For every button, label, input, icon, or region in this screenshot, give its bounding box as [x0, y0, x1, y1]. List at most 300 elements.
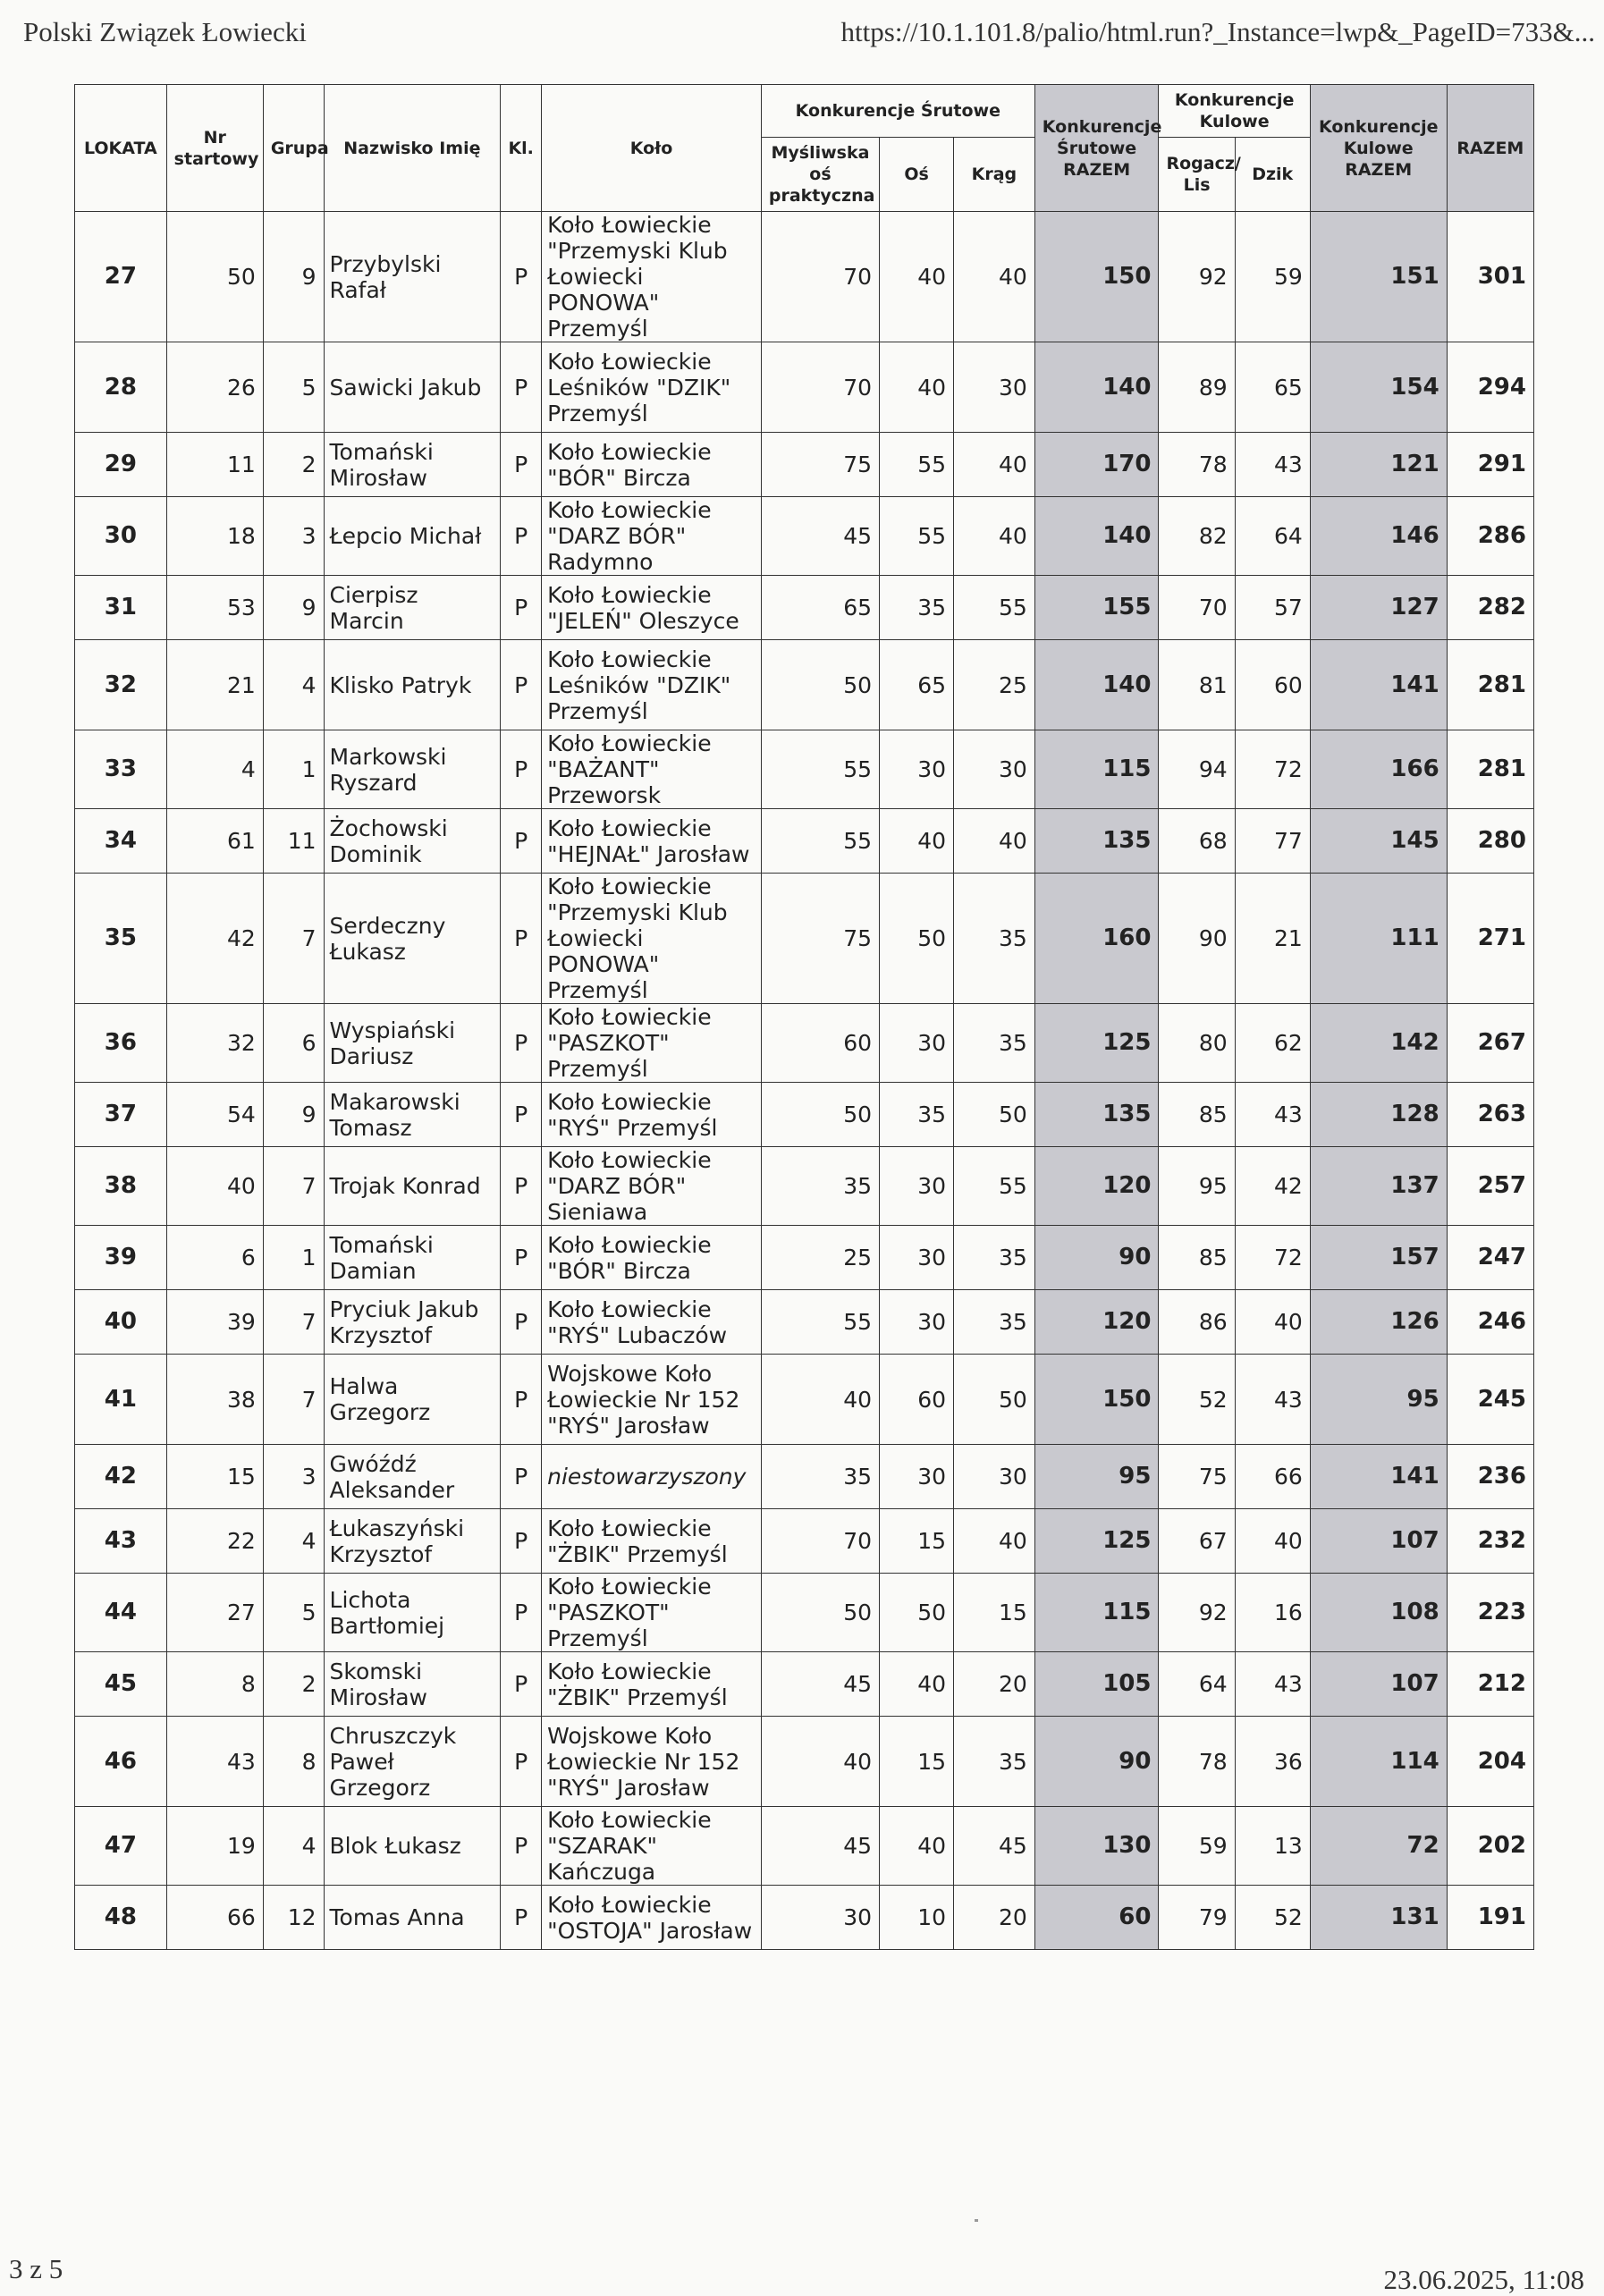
table-row — [75, 1004, 1534, 1083]
cell-class: P — [501, 1004, 542, 1083]
cell-mysliwska: 50 — [761, 640, 879, 730]
cell-rogacz-lis: 85 — [1159, 1083, 1235, 1147]
cell-razem: 257 — [1447, 1147, 1533, 1226]
cell-rogacz-lis: 64 — [1159, 1652, 1235, 1717]
cell-os: 15 — [880, 1509, 954, 1574]
cell-rogacz-lis: 92 — [1159, 212, 1235, 342]
cell-club: Koło Łowieckie "JELEŃ" Oleszyce — [542, 576, 762, 640]
cell-os: 55 — [880, 433, 954, 497]
cell-srutowe-razem: 135 — [1034, 1083, 1159, 1147]
cell-krag: 35 — [954, 1004, 1035, 1083]
cell-os: 30 — [880, 1290, 954, 1355]
cell-srutowe-razem: 120 — [1034, 1290, 1159, 1355]
cell-krag: 40 — [954, 497, 1035, 576]
cell-nr-startowy: 19 — [166, 1807, 263, 1886]
cell-kulowe-razem: 128 — [1310, 1083, 1447, 1147]
cell-lokata: 47 — [75, 1807, 167, 1886]
cell-dzik: 40 — [1235, 1509, 1310, 1574]
cell-dzik: 36 — [1235, 1717, 1310, 1807]
cell-kulowe-razem: 127 — [1310, 576, 1447, 640]
header-nazwisko-imie: Nazwisko Imię — [324, 85, 501, 212]
cell-lokata: 42 — [75, 1445, 167, 1509]
cell-srutowe-razem: 130 — [1034, 1807, 1159, 1886]
cell-nr-startowy: 18 — [166, 497, 263, 576]
cell-os: 40 — [880, 342, 954, 433]
table-row — [75, 1509, 1534, 1574]
cell-dzik: 16 — [1235, 1574, 1310, 1652]
cell-lokata: 31 — [75, 576, 167, 640]
cell-kulowe-razem: 107 — [1310, 1509, 1447, 1574]
cell-mysliwska: 30 — [761, 1886, 879, 1950]
cell-grupa: 1 — [263, 730, 324, 809]
cell-srutowe-razem: 125 — [1034, 1509, 1159, 1574]
cell-club: Koło Łowieckie "OSTOJA" Jarosław — [542, 1886, 762, 1950]
cell-nr-startowy: 15 — [166, 1445, 263, 1509]
cell-krag: 55 — [954, 1147, 1035, 1226]
cell-nr-startowy: 22 — [166, 1509, 263, 1574]
cell-club: Koło Łowieckie "BÓR" Bircza — [542, 1226, 762, 1290]
cell-mysliwska: 75 — [761, 874, 879, 1004]
cell-rogacz-lis: 81 — [1159, 640, 1235, 730]
cell-dzik: 59 — [1235, 212, 1310, 342]
cell-class: P — [501, 1290, 542, 1355]
cell-rogacz-lis: 59 — [1159, 1807, 1235, 1886]
cell-kulowe-razem: 151 — [1310, 212, 1447, 342]
table-row — [75, 1355, 1534, 1445]
cell-krag: 30 — [954, 730, 1035, 809]
cell-club: Koło Łowieckie "ŻBIK" Przemyśl — [542, 1652, 762, 1717]
cell-razem: 291 — [1447, 433, 1533, 497]
cell-mysliwska: 75 — [761, 433, 879, 497]
cell-os: 35 — [880, 576, 954, 640]
header-kulowe-razem: Konkurencje Kulowe RAZEM — [1310, 85, 1447, 212]
cell-dzik: 43 — [1235, 433, 1310, 497]
cell-os: 40 — [880, 212, 954, 342]
header-kolo: Koło — [542, 85, 762, 212]
cell-name: Gwóźdź Aleksander — [324, 1445, 501, 1509]
cell-razem: 280 — [1447, 809, 1533, 874]
cell-grupa: 8 — [263, 1717, 324, 1807]
cell-lokata: 39 — [75, 1226, 167, 1290]
cell-nr-startowy: 43 — [166, 1717, 263, 1807]
cell-grupa: 6 — [263, 1004, 324, 1083]
cell-srutowe-razem: 125 — [1034, 1004, 1159, 1083]
cell-class: P — [501, 1083, 542, 1147]
header-krag: Krąg — [954, 138, 1035, 212]
cell-krag: 25 — [954, 640, 1035, 730]
table-row — [75, 1290, 1534, 1355]
cell-os: 30 — [880, 730, 954, 809]
cell-os: 55 — [880, 497, 954, 576]
cell-class: P — [501, 1445, 542, 1509]
table-row — [75, 1226, 1534, 1290]
cell-nr-startowy: 42 — [166, 874, 263, 1004]
cell-razem: 245 — [1447, 1355, 1533, 1445]
cell-name: Skomski Mirosław — [324, 1652, 501, 1717]
cell-mysliwska: 45 — [761, 1652, 879, 1717]
cell-razem: 286 — [1447, 497, 1533, 576]
cell-club: Koło Łowieckie "BÓR" Bircza — [542, 433, 762, 497]
cell-srutowe-razem: 115 — [1034, 1574, 1159, 1652]
cell-grupa: 9 — [263, 576, 324, 640]
cell-rogacz-lis: 52 — [1159, 1355, 1235, 1445]
cell-krag: 40 — [954, 212, 1035, 342]
cell-name: Przybylski Rafał — [324, 212, 501, 342]
cell-class: P — [501, 874, 542, 1004]
cell-rogacz-lis: 92 — [1159, 1574, 1235, 1652]
cell-name: Wyspiański Dariusz — [324, 1004, 501, 1083]
table-row — [75, 1807, 1534, 1886]
cell-srutowe-razem: 140 — [1034, 640, 1159, 730]
cell-mysliwska: 40 — [761, 1355, 879, 1445]
header-lokata: LOKATA — [75, 85, 167, 212]
cell-nr-startowy: 11 — [166, 433, 263, 497]
cell-grupa: 2 — [263, 433, 324, 497]
cell-lokata: 34 — [75, 809, 167, 874]
cell-club: niestowarzyszony — [542, 1445, 762, 1509]
cell-razem: 204 — [1447, 1717, 1533, 1807]
cell-mysliwska: 55 — [761, 809, 879, 874]
cell-name: Sawicki Jakub — [324, 342, 501, 433]
cell-lokata: 36 — [75, 1004, 167, 1083]
cell-srutowe-razem: 140 — [1034, 342, 1159, 433]
cell-class: P — [501, 809, 542, 874]
cell-razem: 202 — [1447, 1807, 1533, 1886]
cell-lokata: 38 — [75, 1147, 167, 1226]
cell-lokata: 43 — [75, 1509, 167, 1574]
cell-club: Koło Łowieckie "DARZ BÓR" Sieniawa — [542, 1147, 762, 1226]
cell-club: Koło Łowieckie "Przemyski Klub Łowiecki PONOWA" Przemyśl — [542, 874, 762, 1004]
cell-mysliwska: 70 — [761, 212, 879, 342]
cell-rogacz-lis: 78 — [1159, 433, 1235, 497]
header-kulowe-group: Konkurencje Kulowe — [1159, 85, 1310, 138]
cell-name: Blok Łukasz — [324, 1807, 501, 1886]
cell-mysliwska: 55 — [761, 1290, 879, 1355]
cell-club: Koło Łowieckie "DARZ BÓR" Radymno — [542, 497, 762, 576]
header-os: Oś — [880, 138, 954, 212]
cell-class: P — [501, 342, 542, 433]
cell-krag: 30 — [954, 342, 1035, 433]
cell-lokata: 44 — [75, 1574, 167, 1652]
cell-nr-startowy: 6 — [166, 1226, 263, 1290]
cell-krag: 45 — [954, 1807, 1035, 1886]
cell-srutowe-razem: 120 — [1034, 1147, 1159, 1226]
cell-club: Koło Łowieckie "BAŻANT" Przeworsk — [542, 730, 762, 809]
cell-grupa: 3 — [263, 1445, 324, 1509]
cell-razem: 267 — [1447, 1004, 1533, 1083]
cell-kulowe-razem: 95 — [1310, 1355, 1447, 1445]
cell-nr-startowy: 50 — [166, 212, 263, 342]
cell-name: Łukaszyński Krzysztof — [324, 1509, 501, 1574]
cell-dzik: 43 — [1235, 1355, 1310, 1445]
cell-mysliwska: 50 — [761, 1574, 879, 1652]
cell-os: 50 — [880, 874, 954, 1004]
cell-mysliwska: 55 — [761, 730, 879, 809]
cell-class: P — [501, 730, 542, 809]
cell-razem: 282 — [1447, 576, 1533, 640]
cell-lokata: 40 — [75, 1290, 167, 1355]
cell-name: Markowski Ryszard — [324, 730, 501, 809]
cell-name: Tomański Mirosław — [324, 433, 501, 497]
header-rogacz-lis: Rogacz/ Lis — [1159, 138, 1235, 212]
table-row — [75, 1083, 1534, 1147]
cell-razem: 281 — [1447, 730, 1533, 809]
table-row — [75, 730, 1534, 809]
cell-dzik: 13 — [1235, 1807, 1310, 1886]
cell-lokata: 33 — [75, 730, 167, 809]
cell-srutowe-razem: 60 — [1034, 1886, 1159, 1950]
cell-rogacz-lis: 80 — [1159, 1004, 1235, 1083]
cell-club: Koło Łowieckie "SZARAK" Kańczuga — [542, 1807, 762, 1886]
cell-srutowe-razem: 140 — [1034, 497, 1159, 576]
cell-kulowe-razem: 108 — [1310, 1574, 1447, 1652]
cell-kulowe-razem: 137 — [1310, 1147, 1447, 1226]
cell-krag: 35 — [954, 874, 1035, 1004]
cell-razem: 271 — [1447, 874, 1533, 1004]
cell-mysliwska: 35 — [761, 1445, 879, 1509]
header-mysliwska: Myśliwska oś praktyczna — [761, 138, 879, 212]
cell-os: 65 — [880, 640, 954, 730]
cell-class: P — [501, 576, 542, 640]
cell-krag: 40 — [954, 809, 1035, 874]
header-srutowe-razem: Konkurencje Śrutowe RAZEM — [1034, 85, 1159, 212]
cell-grupa: 4 — [263, 640, 324, 730]
cell-krag: 40 — [954, 1509, 1035, 1574]
cell-nr-startowy: 39 — [166, 1290, 263, 1355]
cell-rogacz-lis: 78 — [1159, 1717, 1235, 1807]
cell-kulowe-razem: 146 — [1310, 497, 1447, 576]
cell-club: Koło Łowieckie "Przemyski Klub Łowiecki PONOWA" Przemyśl — [542, 212, 762, 342]
cell-srutowe-razem: 105 — [1034, 1652, 1159, 1717]
scan-dot — [975, 2219, 978, 2222]
cell-lokata: 45 — [75, 1652, 167, 1717]
cell-nr-startowy: 32 — [166, 1004, 263, 1083]
cell-razem: 281 — [1447, 640, 1533, 730]
cell-os: 50 — [880, 1574, 954, 1652]
cell-grupa: 1 — [263, 1226, 324, 1290]
cell-nr-startowy: 54 — [166, 1083, 263, 1147]
header-dzik: Dzik — [1235, 138, 1310, 212]
header-nr-startowy: Nr startowy — [166, 85, 263, 212]
cell-kulowe-razem: 145 — [1310, 809, 1447, 874]
cell-krag: 50 — [954, 1355, 1035, 1445]
cell-name: Halwa Grzegorz — [324, 1355, 501, 1445]
cell-dzik: 43 — [1235, 1083, 1310, 1147]
cell-kulowe-razem: 131 — [1310, 1886, 1447, 1950]
table-row — [75, 640, 1534, 730]
cell-club: Wojskowe Koło Łowieckie Nr 152 "RYŚ" Jarosław — [542, 1717, 762, 1807]
cell-os: 30 — [880, 1226, 954, 1290]
cell-razem: 223 — [1447, 1574, 1533, 1652]
cell-srutowe-razem: 150 — [1034, 212, 1159, 342]
cell-srutowe-razem: 90 — [1034, 1717, 1159, 1807]
cell-lokata: 48 — [75, 1886, 167, 1950]
results-table — [74, 84, 1534, 1950]
cell-krag: 20 — [954, 1886, 1035, 1950]
cell-srutowe-razem: 95 — [1034, 1445, 1159, 1509]
cell-srutowe-razem: 150 — [1034, 1355, 1159, 1445]
cell-lokata: 46 — [75, 1717, 167, 1807]
cell-grupa: 7 — [263, 1147, 324, 1226]
cell-lokata: 37 — [75, 1083, 167, 1147]
cell-grupa: 7 — [263, 1355, 324, 1445]
cell-rogacz-lis: 70 — [1159, 576, 1235, 640]
cell-os: 30 — [880, 1004, 954, 1083]
cell-dzik: 43 — [1235, 1652, 1310, 1717]
cell-mysliwska: 35 — [761, 1147, 879, 1226]
cell-name: Żochowski Dominik — [324, 809, 501, 874]
cell-lokata: 28 — [75, 342, 167, 433]
cell-kulowe-razem: 107 — [1310, 1652, 1447, 1717]
cell-rogacz-lis: 79 — [1159, 1886, 1235, 1950]
table-row — [75, 1445, 1534, 1509]
cell-name: Pryciuk Jakub Krzysztof — [324, 1290, 501, 1355]
cell-class: P — [501, 1807, 542, 1886]
cell-os: 40 — [880, 1807, 954, 1886]
cell-club: Koło Łowieckie "RYŚ" Lubaczów — [542, 1290, 762, 1355]
cell-krag: 35 — [954, 1717, 1035, 1807]
cell-os: 60 — [880, 1355, 954, 1445]
header-kl: Kl. — [501, 85, 542, 212]
cell-dzik: 77 — [1235, 809, 1310, 874]
cell-class: P — [501, 1147, 542, 1226]
cell-dzik: 72 — [1235, 730, 1310, 809]
cell-lokata: 32 — [75, 640, 167, 730]
header-razem: RAZEM — [1447, 85, 1533, 212]
cell-grupa: 7 — [263, 1290, 324, 1355]
cell-mysliwska: 60 — [761, 1004, 879, 1083]
cell-class: P — [501, 497, 542, 576]
cell-grupa: 12 — [263, 1886, 324, 1950]
cell-razem: 246 — [1447, 1290, 1533, 1355]
cell-razem: 294 — [1447, 342, 1533, 433]
cell-nr-startowy: 40 — [166, 1147, 263, 1226]
cell-name: Cierpisz Marcin — [324, 576, 501, 640]
table-row — [75, 342, 1534, 433]
cell-grupa: 9 — [263, 212, 324, 342]
cell-grupa: 4 — [263, 1807, 324, 1886]
cell-os: 15 — [880, 1717, 954, 1807]
cell-kulowe-razem: 141 — [1310, 1445, 1447, 1509]
cell-kulowe-razem: 157 — [1310, 1226, 1447, 1290]
cell-class: P — [501, 433, 542, 497]
cell-os: 30 — [880, 1445, 954, 1509]
cell-os: 40 — [880, 1652, 954, 1717]
cell-name: Łepcio Michał — [324, 497, 501, 576]
cell-mysliwska: 45 — [761, 1807, 879, 1886]
cell-kulowe-razem: 142 — [1310, 1004, 1447, 1083]
print-timestamp: 23.06.2025, 11:08 — [1383, 2264, 1584, 2295]
page-header-url: https://10.1.101.8/palio/html.run?_Instance=lwp&_PageID=733&... — [840, 16, 1595, 47]
table-row — [75, 1574, 1534, 1652]
cell-dzik: 62 — [1235, 1004, 1310, 1083]
cell-class: P — [501, 212, 542, 342]
cell-name: Trojak Konrad — [324, 1147, 501, 1226]
cell-name: Serdeczny Łukasz — [324, 874, 501, 1004]
cell-krag: 55 — [954, 576, 1035, 640]
cell-krag: 15 — [954, 1574, 1035, 1652]
cell-club: Wojskowe Koło Łowieckie Nr 152 "RYŚ" Jarosław — [542, 1355, 762, 1445]
cell-nr-startowy: 66 — [166, 1886, 263, 1950]
cell-os: 10 — [880, 1886, 954, 1950]
cell-name: Klisko Patryk — [324, 640, 501, 730]
table-row — [75, 212, 1534, 342]
cell-grupa: 5 — [263, 1574, 324, 1652]
cell-dzik: 42 — [1235, 1147, 1310, 1226]
cell-class: P — [501, 1574, 542, 1652]
cell-krag: 35 — [954, 1290, 1035, 1355]
table-row — [75, 1652, 1534, 1717]
table-row — [75, 1147, 1534, 1226]
cell-nr-startowy: 4 — [166, 730, 263, 809]
cell-razem: 191 — [1447, 1886, 1533, 1950]
cell-grupa: 9 — [263, 1083, 324, 1147]
cell-nr-startowy: 38 — [166, 1355, 263, 1445]
header-srutowe-group: Konkurencje Śrutowe — [761, 85, 1034, 138]
cell-mysliwska: 25 — [761, 1226, 879, 1290]
cell-razem: 263 — [1447, 1083, 1533, 1147]
table-row — [75, 433, 1534, 497]
cell-srutowe-razem: 160 — [1034, 874, 1159, 1004]
table-row — [75, 1886, 1534, 1950]
cell-dzik: 65 — [1235, 342, 1310, 433]
cell-nr-startowy: 8 — [166, 1652, 263, 1717]
cell-grupa: 5 — [263, 342, 324, 433]
cell-club: Koło Łowieckie "ŻBIK" Przemyśl — [542, 1509, 762, 1574]
table-row — [75, 497, 1534, 576]
cell-mysliwska: 70 — [761, 342, 879, 433]
cell-dzik: 40 — [1235, 1290, 1310, 1355]
cell-name: Lichota Bartłomiej — [324, 1574, 501, 1652]
cell-rogacz-lis: 90 — [1159, 874, 1235, 1004]
cell-srutowe-razem: 90 — [1034, 1226, 1159, 1290]
cell-srutowe-razem: 115 — [1034, 730, 1159, 809]
cell-class: P — [501, 1509, 542, 1574]
cell-os: 35 — [880, 1083, 954, 1147]
cell-nr-startowy: 27 — [166, 1574, 263, 1652]
cell-rogacz-lis: 82 — [1159, 497, 1235, 576]
cell-rogacz-lis: 85 — [1159, 1226, 1235, 1290]
cell-club: Koło Łowieckie Leśników "DZIK" Przemyśl — [542, 640, 762, 730]
table-row — [75, 809, 1534, 874]
cell-mysliwska: 70 — [761, 1509, 879, 1574]
cell-rogacz-lis: 68 — [1159, 809, 1235, 874]
cell-lokata: 27 — [75, 212, 167, 342]
header-grupa: Grupa — [263, 85, 324, 212]
cell-kulowe-razem: 111 — [1310, 874, 1447, 1004]
cell-srutowe-razem: 170 — [1034, 433, 1159, 497]
cell-os: 40 — [880, 809, 954, 874]
cell-nr-startowy: 53 — [166, 576, 263, 640]
cell-kulowe-razem: 166 — [1310, 730, 1447, 809]
table-row — [75, 1717, 1534, 1807]
cell-dzik: 64 — [1235, 497, 1310, 576]
cell-mysliwska: 50 — [761, 1083, 879, 1147]
cell-grupa: 7 — [263, 874, 324, 1004]
cell-krag: 20 — [954, 1652, 1035, 1717]
results-body — [75, 212, 1534, 1950]
cell-dzik: 66 — [1235, 1445, 1310, 1509]
cell-name: Chruszczyk Paweł Grzegorz — [324, 1717, 501, 1807]
cell-dzik: 57 — [1235, 576, 1310, 640]
cell-razem: 232 — [1447, 1509, 1533, 1574]
cell-club: Koło Łowieckie Leśników "DZIK" Przemyśl — [542, 342, 762, 433]
cell-srutowe-razem: 135 — [1034, 809, 1159, 874]
cell-krag: 50 — [954, 1083, 1035, 1147]
cell-kulowe-razem: 126 — [1310, 1290, 1447, 1355]
cell-dzik: 60 — [1235, 640, 1310, 730]
cell-dzik: 72 — [1235, 1226, 1310, 1290]
